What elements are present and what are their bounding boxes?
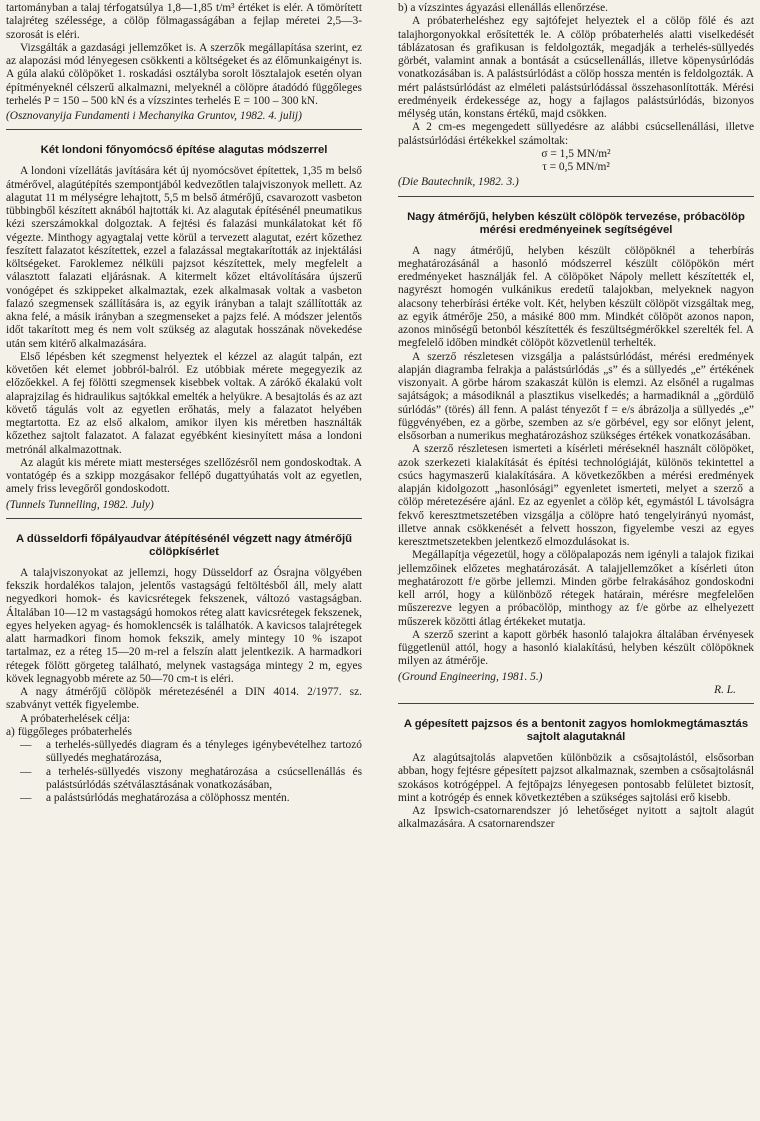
article-paragraph: A szerző részletesen vizsgálja a palástsúrlódást, mérési eredmények alapján diagramba felrakja a palástsúrlódás „s” és a süllyedés „e” értékének viszonyait. A görbe három szakaszát külön is elemzi. Az elsőnél a rugalmas sajátságok; a másodiknál a plasztikus viselkedés; a harmadiknál a „gördülő súrlódás” (törés) áll fenn. A palást tényezőt f = e/s ábrázolja a süllyedés „e” függvényében, ez a görbe, szemben az s/e görbével, egy sor előnyt jelent, elsősorban a numerikus meghatározáshoz szükséges értékek vonatkozásában. [398,350,754,442]
divider [6,518,362,519]
goals-intro: A próbaterhelések célja: [20,712,131,725]
article-paragraph: A próbaterheléshez egy sajtófejet helyeztek el a cölöp fölé és azt talajhorgonyokkal erősítették le. A cölöp próbaterhelés alatti viselkedését táblázatosan és grafikusan is feldolgozták, megadják a terhelés-süllyedés görbét, valamint annak a bontását a csúcsellenállás, illetve köpenysúrlódás vonatkozásában is. A palástsúrlódást a cölöp hossza mentén is feldolgozták. A mért palástsúrlódást az elméleti palástsúrlódással összehasonlították. Mérési eredményeik érdekessége az, hogy a fajlagos palástsúrlódás, bizonyos mélység után, konstans értékű, majd csökken. [398,15,754,120]
goal-b: b) a vízszintes ágyazási ellenállás ellenőrzése. [398,2,608,14]
intro-paragraph: Vizsgálták a gazdasági jellemzőket is. A szerzők megállapítása szerint, ez az alapozási mód lényegesen csökkenti a költségeket és az élőmunkaigényt is. A gúla alakú cölöpöket 1. roskadási osztályba sorolt lösztalajok esetén olyan építményeknél célszerű alkalmazni, melyeknél a cölöpre átadódó függőleges terhelés P = 150 – 500 kN és a vízszintes terhelés E = 100 – 300 kN. [6,41,362,107]
article-paragraph: A londoni vízellátás javítására két új nyomócsövet építettek, 1,35 m belső átmérővel, alagútépítés szempontjából kedvezőtlen talajviszonyok mellett. Az alagutat 11 m mélységre lehajtott, 5,5 m belső átmérőjű, csavarozott vasbeton tübbingből készített aknából hajtották ki. Az alagutak építésénél pneumatikus kézi szerszámokkal dolgoztak. A fejtési és falazási munkálatokat két fő végezte. Minthogy agyagtalaj vette körül a tervezett alagutat, ezért kőzethez feszített falazatot készítettek, ezzel a falazással megtakarították az injektálási költségeket. Faroklemez nélküli pajzsot készítettek, mely megfelelt a választott falazati eljárásnak. A kitermelt kőzet eltávolítására újszerű vonógépet és szkippeket alkalmaztak, ezek alkalmasak voltak a vasbeton falazó szegmensek szállítására is, az egyik irányban a talajt szállították az akna felé, a másik irányban a szegmenseket a pajzs felé. A módszer jelentős időt takarított meg és nem volt szükség az alagutak hosszának növekedése után sem kitérő alkalmazására. [6,165,362,350]
article-paragraph: A talajviszonyokat az jellemzi, hogy Düsseldorf az Ósrajna völgyében fekszik hordalékos talajon, jelentős vastagságú feltöltésből áll, mely alatt negyedkori homok- és kavicsrétegek fekszenek, változó vastagságban. Általában 10—12 m vastagságú homokos réteg alatt kavicsrétegek fekszenek, egyes helyeken agyag- és homoklencsék is találhatók. A kavicsos talajrétegek alatt harmadkori finom homok fekszik, amely mintegy 10 % iszapot tartalmaz, ez a réteg 15—20 m-rel a felszín alatt jelentkezik. A harmadkori rétegek fölött görgeteg található, melynek vastagsága mintegy 2 m, egyes kövek legnagyobb mérete az 50—70 cm-t is eléri. [6,566,362,685]
article-paragraph: A szerző szerint a kapott görbék hasonló talajokra általában érvényesek függetlenül attól, hogy a hasonló kialakítású, helyben készült cölöpöknek milyen az átmérője. [398,628,754,668]
divider [398,703,754,704]
article-title: A gépesített pajzsos és a bentonit zagyos homlokmegtámasztás sajtolt alagutaknál [403,718,749,743]
article-paragraph: Az alagútsajtolás alapvetően különbözik a csősajtolástól, elsősorban abban, hogy fejtésre gépesített pajzsot alkalmaznak, szemben a csősajtolásnál szokásos kotrógéppel. A fejtőpajzs lényegesen pontosabb felületet biztosít, mint a kotrógép és ennek következtében a szükséges sajtolási erő kisebb. [398,752,754,804]
article-title: Nagy átmérőjű, helyben készült cölöpök tervezése, próbacölöp mérési eredményeinek segítségével [407,210,745,236]
article-paragraph: Megállapítja végezetül, hogy a cölöpalapozás nem igényli a talajok fizikai jellemzőinek előzetes meghatározását. A talajjellemzőket a kísérleti úton meghatározott f/e görbe jellemzi. Minden görbe felrakásához gondoskodni kell arról, hogy a különböző rétegek határain, mérésre megfelelően műszerezve legyen a próbacölöp, minthogy az f/e görbe az elhelyezett műszerek közötti átlag értékeket mutatja. [398,549,754,628]
formula-tau: τ = 0,5 MN/m² [542,161,610,173]
list-item: — a palástsúrlódás meghatározása a cölöphossz mentén. [46,792,362,805]
article-title: Két londoni főnyomócső építése alagutas módszerrel [40,144,328,157]
formula-sigma: σ = 1,5 MN/m² [541,147,611,160]
list-item: — a terhelés-süllyedés viszony meghatározása a csúcsellenállás és palástsúrlódás szétválasztásának vonatkozásában, [46,766,362,793]
article-paragraph: A szerző részletesen ismerteti a kísérleti méréseknél használt cölöpöket, azok szerkezeti kialakítását és építési technológiáját, különös tekintettel a csúcs hagymaszerű kialakítására. A következőkben a mérési eredmények alapján kidolgozott „hasonlósági” egyenletet ismerteti, melyet a szerző a cölöp méretezésére ajánl. Ez az egyenlet a cölöp két, egymástól L távolságra fekvő keresztmetszetében vizsgálja a cölöpre ható tengelyirányú nyomást, illetve annak csökkenését a felvett hosszon, figyelembe veszi az egyes keresztmetszetekben jelentkező elmozdulásokat is. [398,443,754,548]
source-citation: (Ground Engineering, 1981. 5.) [398,670,543,683]
divider [6,129,362,130]
source-citation: (Die Bautechnik, 1982. 3.) [398,176,519,189]
author-signature: R. L. [714,683,736,696]
goal-a-list [6,739,362,805]
article-title: A düsseldorfi főpályaudvar átépítésénél végzett nagy átmérőjű cölöpkísérlet [15,532,353,558]
goal-a: a) függőleges próbaterhelés [6,725,132,738]
source-citation: (Tunnels Tunnelling, 1982. July) [6,498,154,511]
article-paragraph: A 2 cm-es megengedett süllyedésre az alábbi csúcsellenállási, illetve palástsúrlódási értékekkel számoltak: [398,121,754,147]
article-paragraph: Az Ipswich-csatornarendszer jó lehetőséget nyitott a sajtolt alagút alkalmazására. A csatornarendszer [398,805,754,831]
article-paragraph: A nagy átmérőjű, helyben készült cölöpöknél a teherbírás meghatározásánál a hasonló módszerrel készült cölöpökön mért eredményeket használják fel. A cölöpöket Nápoly mellett készítették el, nagyrészt homogén vulkánikus eredetű talajokban, melyeknek nagyon alacsony teherbírási értéke volt. Két, helyben készült cölöpöt vizsgáltak meg, az egyik átmérője 250, a másiké 800 mm. Mindkét cölöpöt azonos napon, azonos minőségű betonból készítették és feszültségmérőkkel szerelték fel. A megfelelő időben mindkét cölöpöt közvetlenül terhelték. [398,244,754,350]
source-citation: (Osznovanyija Fundamenti i Mechanyika Gruntov, 1982. 4. julij) [6,110,302,122]
article-paragraph: A nagy átmérőjű cölöpök méretezésénél a DIN 4014. 2/1977. sz. szabványt vették figyelembe. [6,686,362,712]
article-paragraph: Első lépésben két szegmenst helyeztek el kézzel az alagút talpán, ezt követően két elemet jobbról-balról. Ez utóbbiak mérete megegyezik az előzőekkel. A fej fölötti szegmensek kisebbek voltak. A zárókő ékalakú volt alaprajzilag és hidraulikus sajtókkal emelték a helyükre. A besajtolás és az azt követő tágulás volt az egyetlen erőhatás, mely a falazatot helyében megtartotta. Ez az első alkalom, amikor ilyen kis méretben használták kőzethez sajtolt falazatot. A falazat egyébként kiesinyített mása a londoni metrónál alkalmazottnak. [6,350,362,456]
divider [398,196,754,197]
intro-paragraph: tartományban a talaj térfogatsúlya 1,8—1,85 t/m³ értéket is elér. A tömörített talajréteg szélessége, a cölöp fölmagasságában a fejlap méretei 2,5—3-szorosát is eléri. [6,2,362,41]
list-item: — a terhelés-süllyedés diagram és a tényleges igénybevételhez tartozó süllyedés meghatározása, [46,739,362,766]
right-column [398,2,754,832]
left-column [6,2,362,805]
article-paragraph: Az alagút kis mérete miatt mesterséges szellőzésről nem gondoskodtak. A vontatógép és a szkipp mozgásakor fellépő dugattyúhatás volt az egyetlen, amely friss levegőről gondoskodott. [6,456,362,496]
